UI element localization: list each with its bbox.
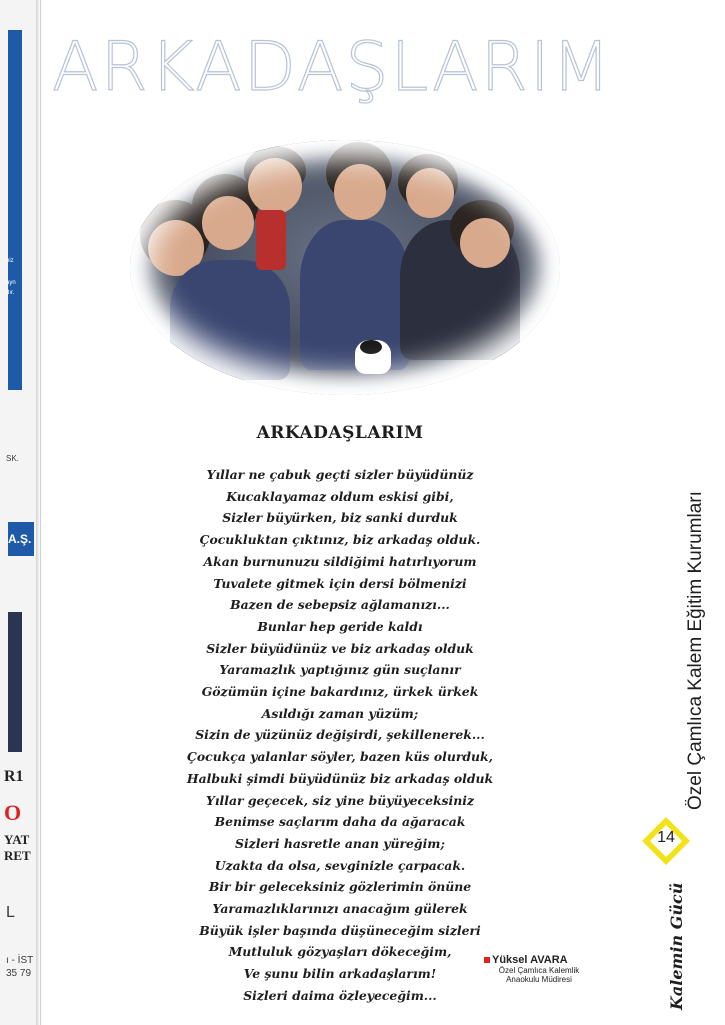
poem-line: Yıllar geçecek, siz yine büyüyeceksiniz <box>205 792 474 808</box>
strip-fragment: YAT <box>4 832 30 847</box>
poem-title: ARKADAŞLARIM <box>256 423 424 443</box>
children-with-kitten-photo <box>130 140 560 395</box>
strip-fragment: niz <box>6 258 14 264</box>
poem-line: Sizleri hasretle anan yüreğim; <box>235 835 445 851</box>
strip-blue-bar <box>8 30 22 390</box>
author-role-line: Özel Çamlıca Kalemlik <box>498 966 580 975</box>
poem-line: Yaramazlık yaptığınız gün suçlanır <box>219 662 461 678</box>
poem-line: Büyük işler başında düşüneceğim sizleri <box>199 922 481 938</box>
poem-line: Bir bir geleceksiniz gözlerimin önüne <box>208 879 472 895</box>
poem-line: Gözümün içine bakardınız, ürkek ürkek <box>201 684 479 700</box>
strip-block <box>8 522 34 556</box>
author-role-line: Anaokulu Müdiresi <box>506 975 572 984</box>
poem-line: Sizler büyüdünüz ve biz arkadaş olduk <box>206 640 474 656</box>
strip-fragment: R1 <box>4 768 24 785</box>
poem-line: Bazen de sebepsiz ağlamanızı... <box>230 597 450 613</box>
strip-fragment: ayn <box>6 280 16 286</box>
poem-line: Bunlar hep geride kaldı <box>257 618 423 634</box>
poem-line: Sizleri daima özleyeceğim... <box>243 987 437 1003</box>
poem-line: Çocukça yalanlar söyler, bazen küs olurduk, <box>187 749 493 765</box>
page-number-badge <box>640 815 692 867</box>
institution-vertical-text: Özel Çamlıca Kalem Eğitim Kurumları <box>685 491 706 810</box>
strip-fragment: RET <box>4 848 31 863</box>
photo-vignette <box>130 140 560 395</box>
poem-line: Tuvalete gitmek için dersi bölmenizi <box>213 575 467 591</box>
strip-dark-bar <box>8 612 22 752</box>
poem-line: Yıllar ne çabuk geçti sizler büyüdünüz <box>206 467 474 482</box>
poem-line: Uzakta da olsa, sevginizle çarpacak. <box>214 857 466 873</box>
strip-fragment: ı - İST <box>6 955 34 966</box>
strip-fragment: SK. <box>6 454 19 463</box>
strip-fragment: dır. <box>6 290 15 296</box>
poem-line: Sizler büyürken, biz sanki durduk <box>222 510 458 526</box>
author-signature <box>484 954 594 984</box>
brand-vertical-text: Kalemin Gücü <box>667 882 686 1010</box>
poem-line: Mutluluk gözyaşları dökeceğim, <box>228 944 452 960</box>
author-name: Yüksel AVARA <box>492 954 568 966</box>
poem-line: Akan burnunuzu sildiğimi hatırlıyorum <box>203 553 477 569</box>
strip-orange-o: O <box>4 800 22 825</box>
strip-fragment: A.Ş. <box>8 532 32 546</box>
adjacent-page-strip <box>0 0 41 1025</box>
poem-body <box>170 464 510 1007</box>
poem-line: Halbuki şimdi büyüdünüz biz arkadaş olduk <box>186 770 494 786</box>
poem-line: Asıldığı zaman yüzüm; <box>261 705 419 721</box>
poem-line: Sizin de yüzünüz değişirdi, şekillenerek... <box>195 727 485 743</box>
poem-line: Ve şunu bilin arkadaşlarım! <box>243 966 437 982</box>
page-number: 14 <box>657 829 675 846</box>
page-header-title: ARKADAŞLARIM <box>52 28 613 107</box>
poem-line: Yaramazlıklarınızı anacağım gülerek <box>212 901 468 917</box>
strip-fragment: L <box>6 904 15 921</box>
page-edge-shadow <box>36 0 40 1025</box>
author-name-row <box>484 954 594 966</box>
poem-line: Çocukluktan çıktınız, biz arkadaş olduk. <box>199 532 481 548</box>
red-square-icon <box>484 957 490 963</box>
poem-line: Benimse saçlarım daha da ağaracak <box>214 814 466 830</box>
strip-fragment: 35 79 <box>6 968 32 979</box>
poem-line: Kucaklayamaz oldum eskisi gibi, <box>226 488 454 504</box>
